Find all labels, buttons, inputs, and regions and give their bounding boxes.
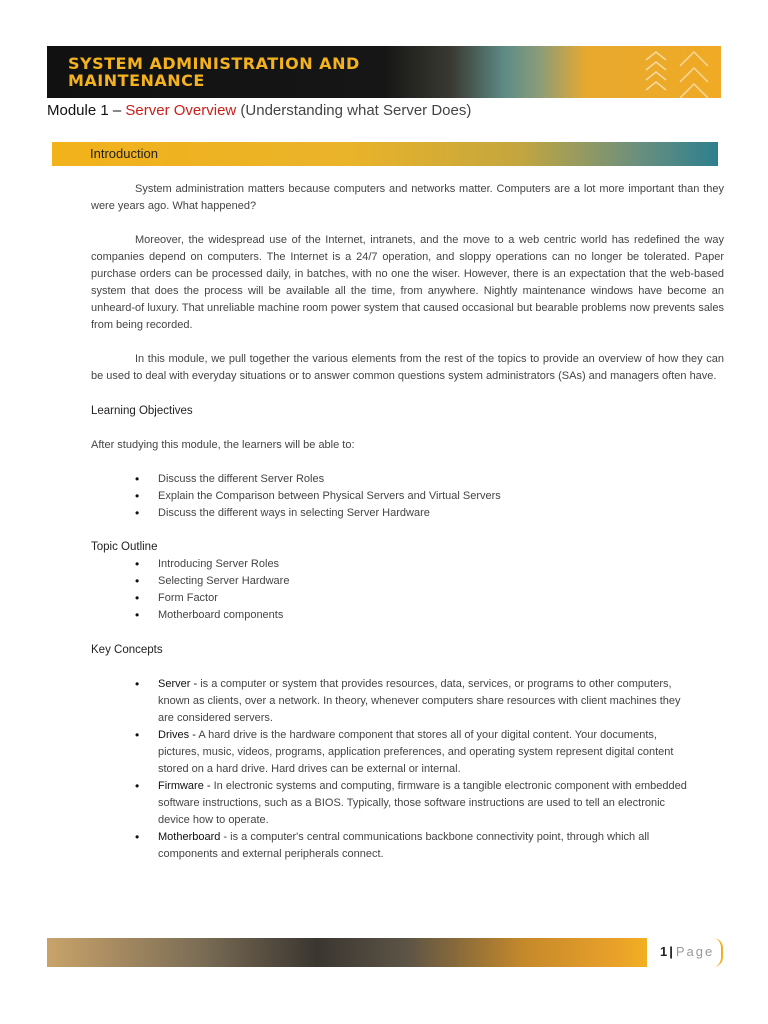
list-item: • Form Factor [91, 590, 724, 607]
document-body [91, 181, 724, 863]
objectives-lead: After studying this module, the learners will be able to: [91, 439, 355, 451]
concept-term: Drives - [158, 729, 199, 741]
page-number-value: 1 [660, 944, 668, 959]
objectives-heading: Learning Objectives [91, 405, 193, 417]
intro-paragraph-2: Moreover, the widespread use of the Internet, intranets, and the move to a web centric world has redefined the way companies depend on computers. The Internet is a 24/7 operation, and sloppy operations can no longer be tolerated. Paper purchase orders can be processed daily, in batches, with no one the wiser. However, there is an expectation that the web-based system that does the process will be available all the time, from anywhere. Nightly maintenance windows have become an unheard-of luxury. That unreliable machine room power system that caused occasional but bearable problems now prevents sales from being recorded. [91, 234, 724, 331]
list-item: • Discuss the different Server Roles [91, 471, 724, 488]
page-label: Page [675, 944, 715, 959]
outline-list [91, 556, 724, 624]
intro-paragraph-1: System administration matters because computers and networks matter. Computers are a lot more important than they were years ago. What happened? [91, 183, 724, 212]
list-item [91, 676, 691, 727]
concept-definition: is a computer or system that provides resources, data, services, or programs to other computers, known as clients, over a network. In theory, whenever computers share resources with client machines they are considered servers. [158, 678, 681, 724]
list-item: • Motherboard components [91, 607, 724, 624]
concepts-heading: Key Concepts [91, 644, 163, 656]
concept-term: Server - [158, 678, 201, 690]
module-subtitle: (Understanding what Server Does) [240, 102, 472, 119]
outline-heading: Topic Outline [91, 541, 158, 553]
concept-definition: In electronic systems and computing, firmware is a tangible electronic component with embedded software instructions, such as a BIOS. Typically, those software instructions are used to tell an electronic device how to operate. [158, 780, 687, 826]
module-heading [47, 102, 471, 119]
chevron-pattern-icon [642, 46, 721, 98]
concept-definition: A hard drive is the hardware component that stores all of your digital content. Your documents, pictures, music, videos, programs, application preferences, and operating system represent digital content stored on a hard drive. Hard drives can be external or internal. [158, 729, 674, 775]
list-item: • Discuss the different ways in selecting Server Hardware [91, 505, 724, 522]
course-title: SYSTEM ADMINISTRATION AND MAINTENANCE [68, 54, 360, 90]
intro-paragraph-3: In this module, we pull together the various elements from the rest of the topics to provide an overview of how they can be used to deal with everyday situations or to answer common questions system administrators (SAs) and managers often have. [91, 353, 724, 382]
footer-banner [47, 938, 647, 967]
concept-term: Motherboard [158, 831, 221, 843]
page-number [660, 944, 714, 959]
module-prefix: Module 1 – [47, 102, 126, 119]
list-item: • Explain the Comparison between Physical Servers and Virtual Servers [91, 488, 724, 505]
section-header [52, 142, 718, 166]
concept-definition: - is a computer's central communications backbone connectivity point, through which all components and external peripherals connect. [158, 831, 650, 860]
section-title: Introduction [90, 146, 158, 161]
page-separator: | [669, 944, 673, 959]
header-banner [47, 46, 721, 98]
concepts-list [91, 676, 691, 863]
objectives-list [91, 471, 724, 522]
list-item: • Introducing Server Roles [91, 556, 724, 573]
list-item [91, 778, 691, 829]
list-item: • Selecting Server Hardware [91, 573, 724, 590]
list-item [91, 829, 691, 863]
list-item [91, 727, 691, 778]
concept-term: Firmware - [158, 780, 214, 792]
module-title: Server Overview [125, 102, 237, 119]
